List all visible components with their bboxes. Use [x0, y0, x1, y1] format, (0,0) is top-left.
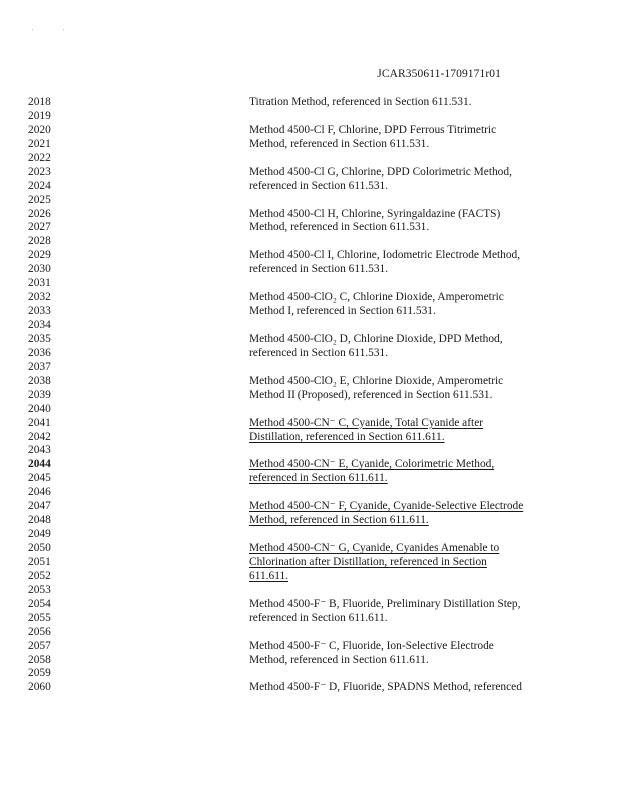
- line-number: 2055: [28, 611, 51, 624]
- line-text: referenced in Section 611.531.: [249, 179, 389, 192]
- line-text: Method 4500-ClO₂ C, Chlorine Dioxide, Amperometric: [249, 291, 504, 304]
- line-number: 2041: [28, 416, 51, 429]
- line-number: 2036: [28, 346, 51, 359]
- document-line: [0, 333, 618, 347]
- line-number: 2049: [28, 528, 51, 541]
- document-line: [0, 584, 618, 598]
- document-line: [0, 152, 618, 166]
- document-line: [0, 263, 618, 277]
- document-line: [0, 681, 618, 695]
- page-marks: [32, 28, 92, 36]
- line-number: 2054: [28, 597, 51, 610]
- line-number: 2048: [28, 514, 51, 527]
- line-number: 2025: [28, 193, 51, 206]
- document-line: [0, 654, 618, 668]
- document-line: [0, 500, 618, 514]
- line-text: Method 4500-ClO₂ E, Chlorine Dioxide, Amperometric: [249, 374, 504, 387]
- line-number: 2038: [28, 374, 51, 387]
- document-line: [0, 180, 618, 194]
- line-text: Method I, referenced in Section 611.531.: [249, 305, 436, 318]
- line-text: Method 4500-CN⁻ E, Cyanide, Colorimetric Method,: [249, 458, 495, 471]
- document-line: [0, 542, 618, 556]
- document-line: [0, 208, 618, 222]
- line-number: 2057: [28, 639, 51, 652]
- line-number: 2052: [28, 569, 51, 582]
- line-number: 2033: [28, 305, 51, 318]
- line-number: 2042: [28, 430, 51, 443]
- document-line: [0, 347, 618, 361]
- line-text: Method, referenced in Section 611.531.: [249, 137, 430, 150]
- line-number: 2030: [28, 263, 51, 276]
- line-text: Method 4500-ClO₂ D, Chlorine Dioxide, DPD Method,: [249, 332, 503, 345]
- document-line: [0, 570, 618, 584]
- line-number: 2058: [28, 653, 51, 666]
- line-number: 2021: [28, 137, 51, 150]
- line-number: 2018: [28, 96, 51, 108]
- line-number: 2059: [28, 667, 51, 680]
- document-line: [0, 194, 618, 208]
- document-line: [0, 389, 618, 403]
- line-number: 2020: [28, 123, 51, 136]
- line-text: Method 4500-F⁻ C, Fluoride, Ion-Selective Electrode: [249, 639, 494, 652]
- document-line: [0, 640, 618, 654]
- line-text: Method II (Proposed), referenced in Section 611.531.: [249, 388, 493, 401]
- line-text: Distillation, referenced in Section 611.611.: [249, 430, 445, 443]
- line-text: Method 4500-Cl H, Chlorine, Syringaldazine (FACTS): [249, 207, 501, 220]
- document-line: [0, 110, 618, 124]
- document-line: [0, 444, 618, 458]
- document-line: [0, 375, 618, 389]
- document-id: JCAR350611-1709171r01: [377, 68, 501, 80]
- document-line: [0, 124, 618, 138]
- line-number: 2024: [28, 179, 51, 192]
- document-line: [0, 235, 618, 249]
- line-text: Method, referenced in Section 611.611.: [249, 653, 429, 666]
- line-text: referenced in Section 611.611.: [249, 611, 388, 624]
- line-number: 2037: [28, 360, 51, 373]
- document-line: [0, 96, 618, 110]
- line-number: 2040: [28, 402, 51, 415]
- line-text: Method 4500-F⁻ B, Fluoride, Preliminary Distillation Step,: [249, 597, 521, 610]
- line-number: 2060: [28, 681, 51, 694]
- line-number: 2043: [28, 444, 51, 457]
- line-number: 2056: [28, 625, 51, 638]
- line-number: 2032: [28, 291, 51, 304]
- line-text: Method 4500-Cl G, Chlorine, DPD Colorimetric Method,: [249, 165, 512, 178]
- line-number: 2047: [28, 500, 51, 513]
- line-text: referenced in Section 611.531.: [249, 346, 389, 359]
- document-line: [0, 291, 618, 305]
- line-number: 2019: [28, 109, 51, 122]
- line-number: 2044: [28, 458, 51, 471]
- line-text: Method 4500-CN⁻ F, Cyanide, Cyanide-Selective Electrode: [249, 500, 524, 513]
- line-text: Method 4500-CN⁻ G, Cyanide, Cyanides Amenable to: [249, 542, 500, 554]
- document-line: [0, 305, 618, 319]
- document-line: [0, 626, 618, 640]
- line-number: 2029: [28, 249, 51, 262]
- line-number: 2028: [28, 235, 51, 248]
- document-line: [0, 556, 618, 570]
- line-number: 2053: [28, 583, 51, 596]
- page-mark: ': [32, 28, 34, 36]
- document-line: [0, 612, 618, 626]
- line-number: 2026: [28, 207, 51, 220]
- line-text: Method 4500-Cl I, Chlorine, Iodometric Electrode Method,: [249, 249, 521, 262]
- document-line: [0, 431, 618, 445]
- line-number: 2046: [28, 486, 51, 499]
- line-number: 2039: [28, 388, 51, 401]
- line-number: 2027: [28, 221, 51, 234]
- document-line: [0, 361, 618, 375]
- line-number: 2045: [28, 472, 51, 485]
- line-text: referenced in Section 611.531.: [249, 263, 389, 276]
- line-number: 2050: [28, 542, 51, 554]
- line-number: 2022: [28, 151, 51, 164]
- document-line: [0, 319, 618, 333]
- document-line: [0, 166, 618, 180]
- line-text: Method, referenced in Section 611.531.: [249, 221, 430, 234]
- document-line: [0, 472, 618, 486]
- line-text: Method 4500-CN⁻ C, Cyanide, Total Cyanide after: [249, 416, 484, 429]
- document-line: [0, 249, 618, 263]
- document-line: [0, 417, 618, 431]
- document-line: [0, 458, 618, 472]
- line-number: 2035: [28, 332, 51, 345]
- line-text: Method 4500-Cl F, Chlorine, DPD Ferrous Titrimetric: [249, 123, 497, 136]
- document-line: [0, 528, 618, 542]
- line-text: 611.611.: [249, 569, 289, 582]
- document-line: [0, 598, 618, 612]
- document-line: [0, 138, 618, 152]
- numbered-lines: [0, 96, 618, 695]
- line-text: Method 4500-F⁻ D, Fluoride, SPADNS Method, referenced: [249, 681, 522, 694]
- document-line: [0, 486, 618, 500]
- line-number: 2034: [28, 319, 51, 331]
- document-line: [0, 514, 618, 528]
- line-number: 2051: [28, 555, 51, 568]
- page-mark: ': [63, 28, 65, 36]
- line-number: 2031: [28, 277, 51, 290]
- document-line: [0, 667, 618, 681]
- line-text: referenced in Section 611.611.: [249, 472, 388, 485]
- line-text: Titration Method, referenced in Section 611.531.: [249, 96, 472, 108]
- document-line: [0, 403, 618, 417]
- line-number: 2023: [28, 165, 51, 178]
- document-line: [0, 277, 618, 291]
- line-text: Method, referenced in Section 611.611.: [249, 514, 429, 527]
- line-text: Chlorination after Distillation, referenced in Section: [249, 555, 487, 568]
- document-line: [0, 221, 618, 235]
